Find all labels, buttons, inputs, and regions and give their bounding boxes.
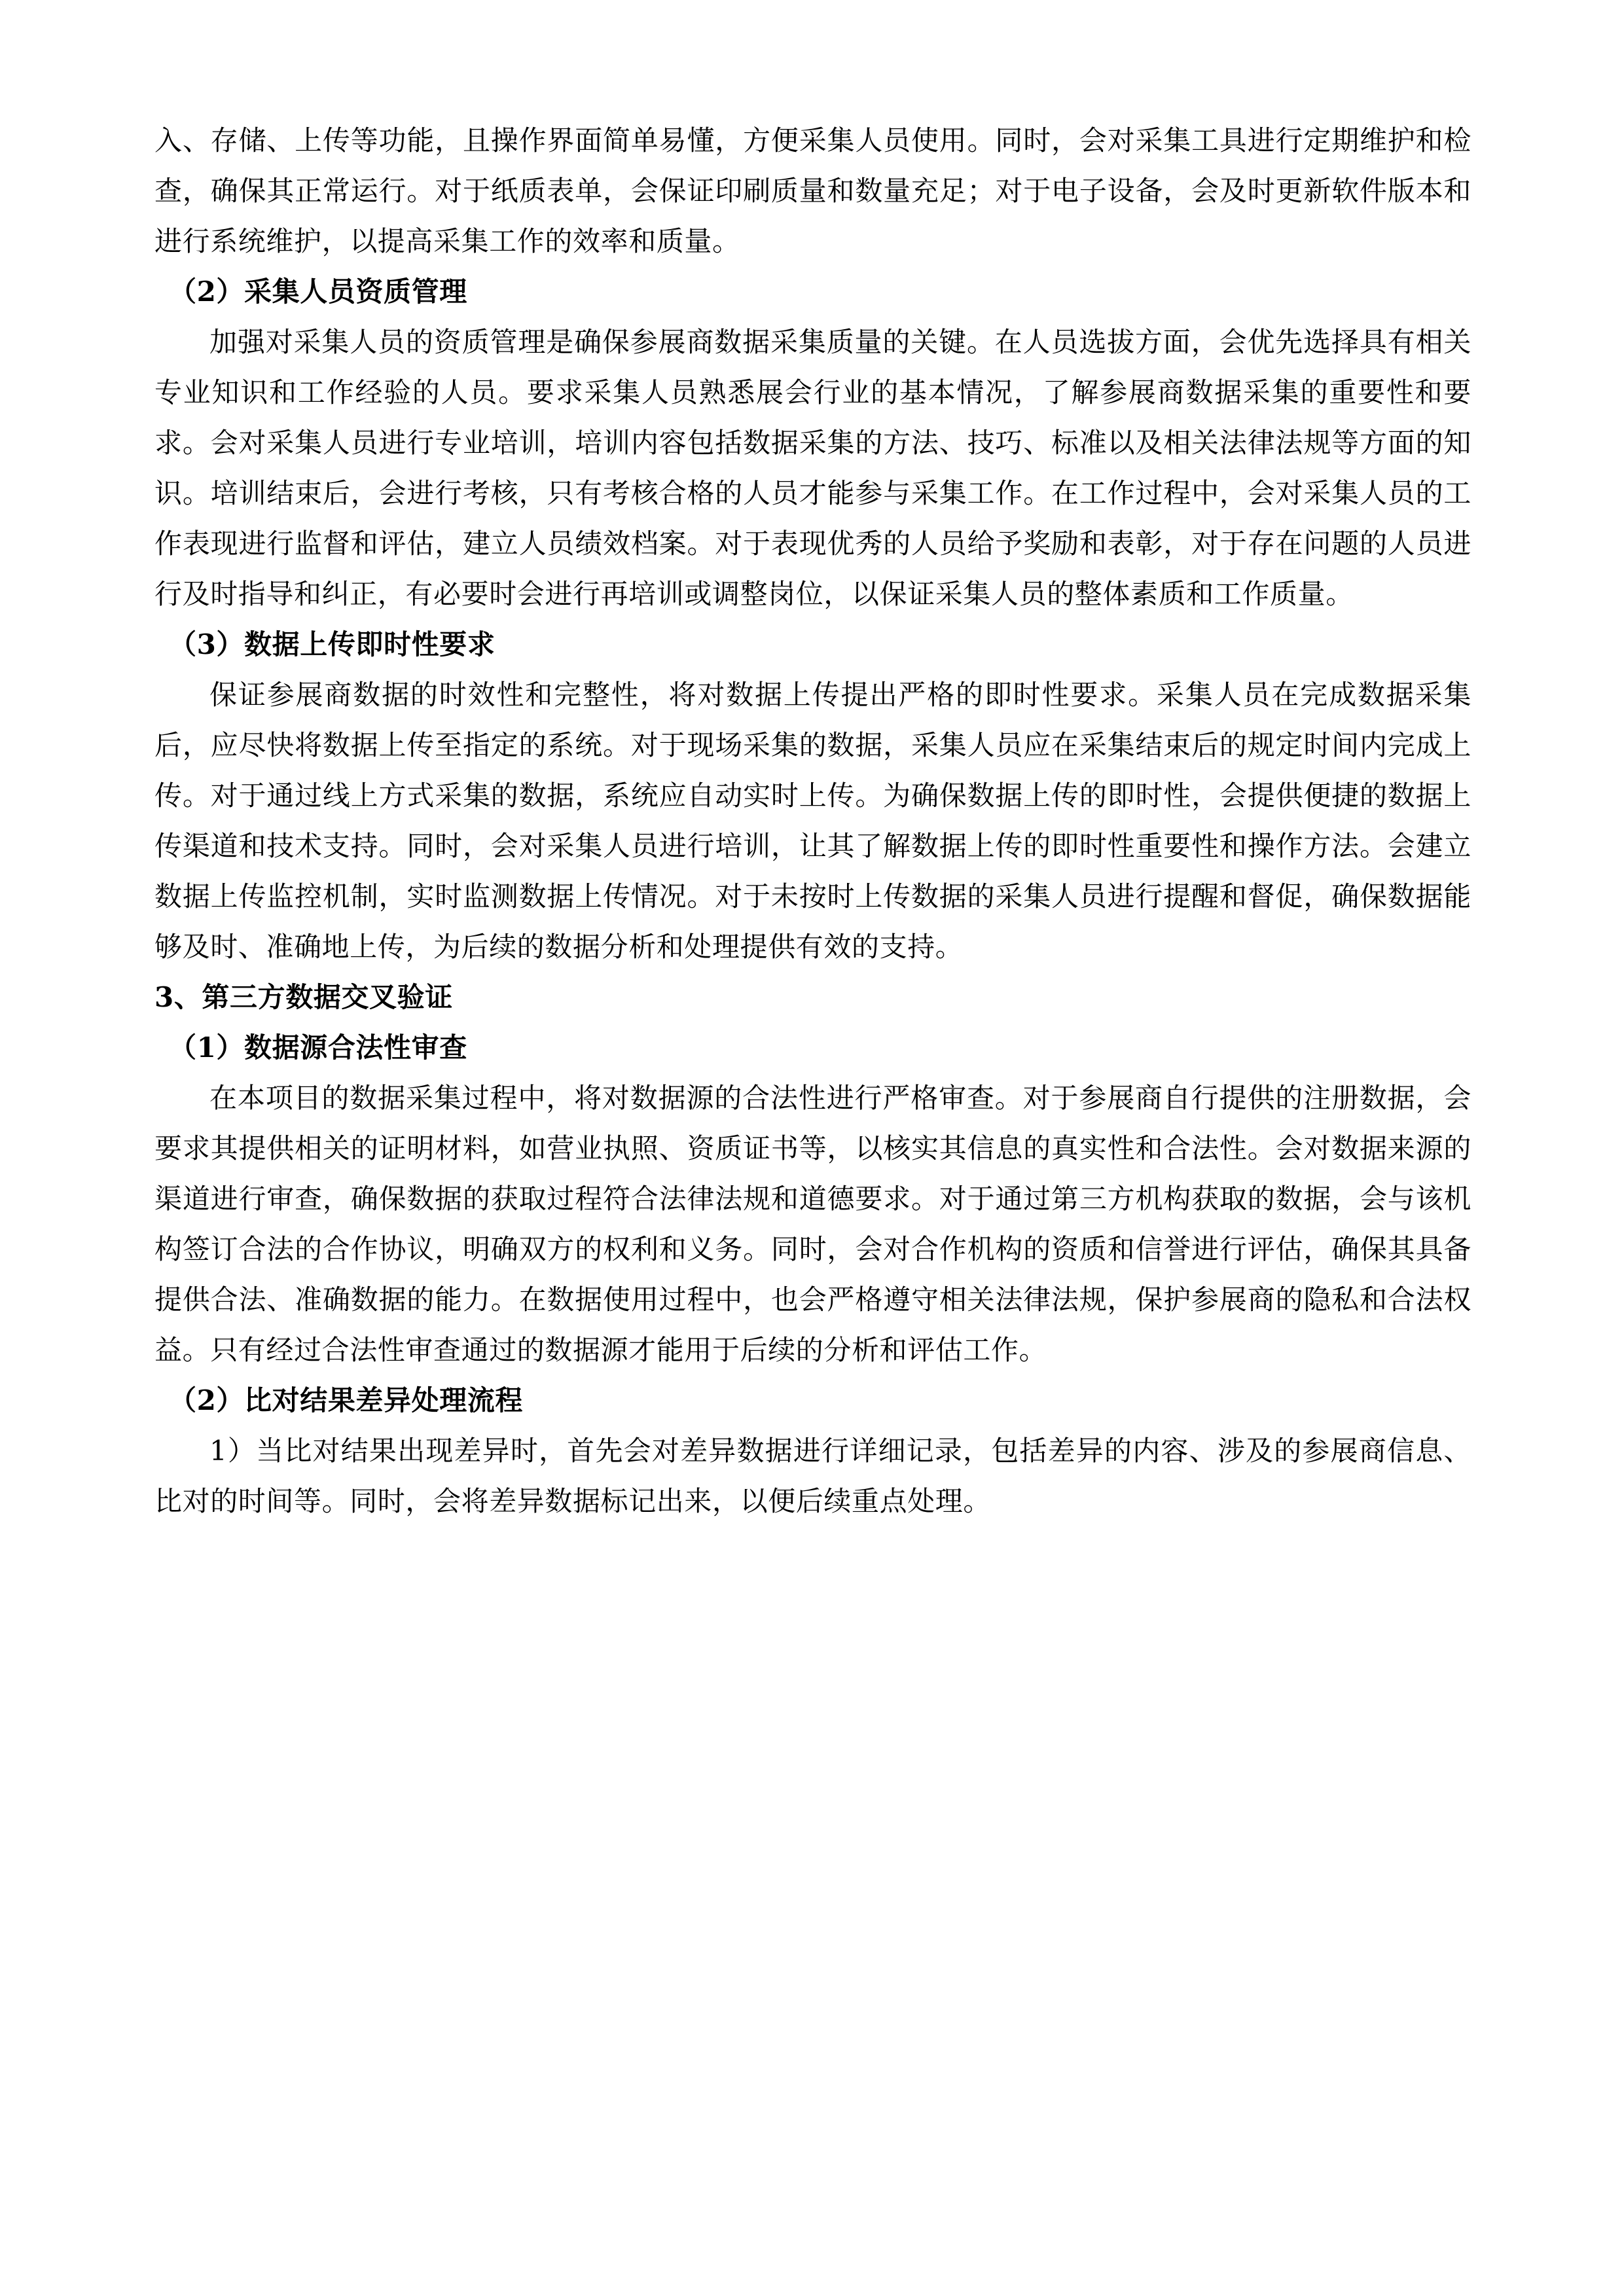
heading-data-source-legality-review: （1）数据源合法性审查	[169, 1031, 467, 1064]
heading-comparison-difference-handling-process: （2）比对结果差异处理流程	[169, 1384, 524, 1416]
document-body	[154, 115, 1471, 1526]
heading-section-3-third-party-cross-validation: 3、第三方数据交叉验证	[154, 981, 453, 1013]
paragraph-data-upload-timeliness: 保证参展商数据的时效性和完整性，将对数据上传提出严格的即时性要求。采集人员在完成数据采集后，应尽快将数据上传至指定的系统。对于现场采集的数据，采集人员应在采集结束后的规定时间内完成上传。对于通过线上方式采集的数据，系统应自动实时上传。为确保数据上传的即时性，会提供便捷的数据上传渠道和技术支持。同时，会对采集人员进行培训，让其了解数据上传的即时性重要性和操作方法。会建立数据上传监控机制，实时监测数据上传情况。对于未按时上传数据的采集人员进行提醒和督促，确保数据能够及时、准确地上传，为后续的数据分析和处理提供有效的支持。	[154, 679, 1471, 963]
paragraph-continued-collection-tools: 入、存储、上传等功能，且操作界面简单易懂，方便采集人员使用。同时，会对采集工具进行定期维护和检查，确保其正常运行。对于纸质表单，会保证印刷质量和数量充足；对于电子设备，会及时更新软件版本和进行系统维护，以提高采集工作的效率和质量。	[154, 124, 1471, 257]
heading-data-upload-timeliness: （3）数据上传即时性要求	[169, 628, 496, 660]
list-item-difference-record: 1）当比对结果出现差异时，首先会对差异数据进行详细记录，包括差异的内容、涉及的参展商信息、比对的时间等。同时，会将差异数据标记出来，以便后续重点处理。	[154, 1435, 1471, 1517]
heading-collector-qualification-management: （2）采集人员资质管理	[169, 276, 467, 308]
paragraph-data-source-legality-review: 在本项目的数据采集过程中，将对数据源的合法性进行严格审查。对于参展商自行提供的注册数据，会要求其提供相关的证明材料，如营业执照、资质证书等，以核实其信息的真实性和合法性。会对数据来源的渠道进行审查，确保数据的获取过程符合法律法规和道德要求。对于通过第三方机构获取的数据，会与该机构签订合法的合作协议，明确双方的权利和义务。同时，会对合作机构的资质和信誉进行评估，确保其具备提供合法、准确数据的能力。在数据使用过程中，也会严格遵守相关法律法规，保护参展商的隐私和合法权益。只有经过合法性审查通过的数据源才能用于后续的分析和评估工作。	[154, 1082, 1471, 1366]
paragraph-collector-qualification-management: 加强对采集人员的资质管理是确保参展商数据采集质量的关键。在人员选拔方面，会优先选择具有相关专业知识和工作经验的人员。要求采集人员熟悉展会行业的基本情况，了解参展商数据采集的重要性和要求。会对采集人员进行专业培训，培训内容包括数据采集的方法、技巧、标准以及相关法律法规等方面的知识。培训结束后，会进行考核，只有考核合格的人员才能参与采集工作。在工作过程中，会对采集人员的工作表现进行监督和评估，建立人员绩效档案。对于表现优秀的人员给予奖励和表彰，对于存在问题的人员进行及时指导和纠正，有必要时会进行再培训或调整岗位，以保证采集人员的整体素质和工作质量。	[154, 326, 1471, 610]
